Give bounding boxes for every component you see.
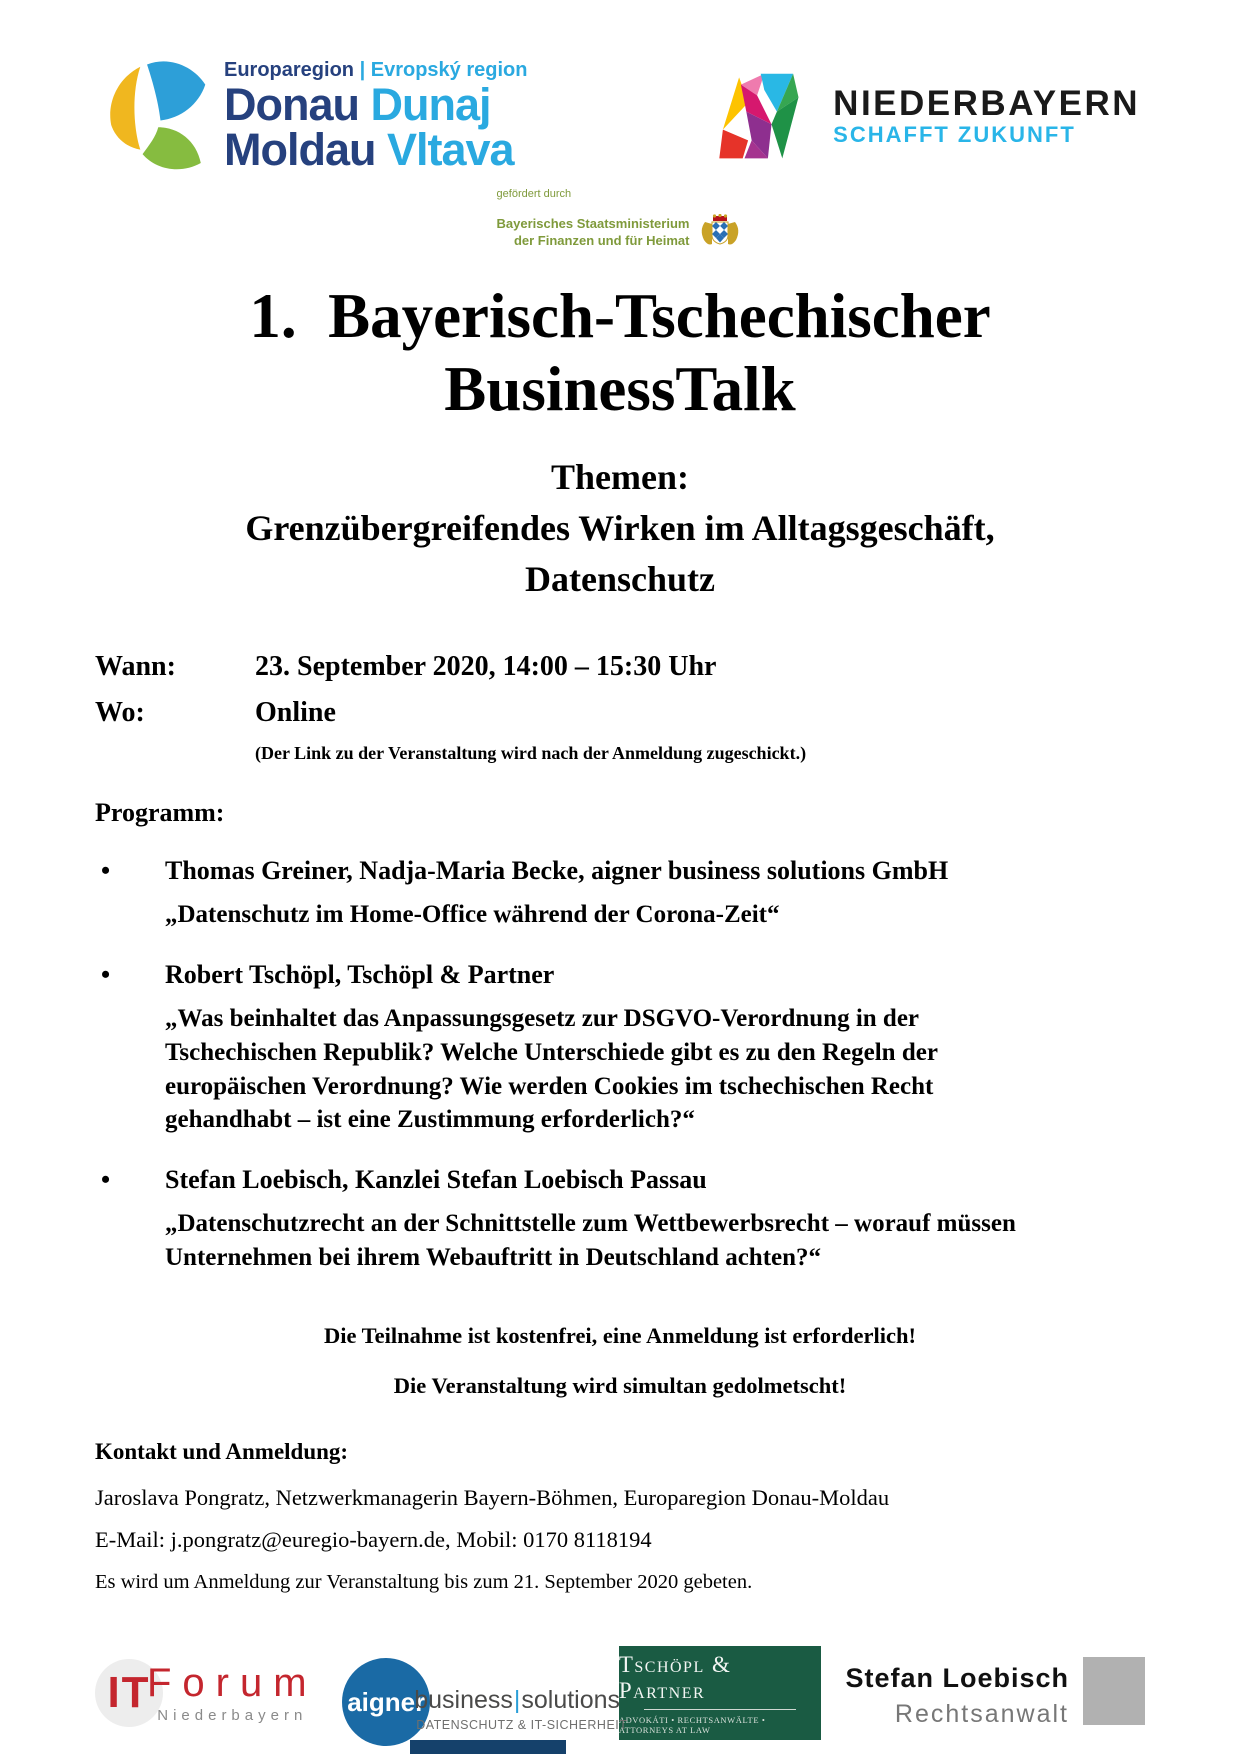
edm-row-moldau xyxy=(224,124,527,175)
it-forum-sub: Niederbayern xyxy=(157,1706,308,1724)
aigner-banner xyxy=(410,1740,566,1754)
ministry-line2: der Finanzen und für Heimat xyxy=(513,232,690,248)
loebisch-square-icon xyxy=(1083,1657,1145,1725)
note-free-registration: Die Teilnahme ist kostenfrei, eine Anmeldung ist erforderlich! xyxy=(323,1322,917,1348)
where-label: Wo: xyxy=(95,697,145,729)
stefan-loebisch-logo xyxy=(845,1657,1145,1729)
edm-tagline-de: Europaregion xyxy=(224,59,355,81)
tschoepl-partner-logo xyxy=(619,1646,821,1740)
event-title-line2: BusinessTalk xyxy=(444,353,796,424)
program-item-talk: „Datenschutz im Home-Office während der Corona-Zeit“ xyxy=(165,901,780,929)
contact-heading: Kontakt und Anmeldung: xyxy=(95,1438,349,1464)
program-item xyxy=(95,856,1145,932)
participation-notes xyxy=(0,1323,1240,1399)
program-section xyxy=(95,798,1145,1274)
it-forum-it: IT xyxy=(107,1668,151,1717)
contact-email-line: E-Mail: j.pongratz@euregio-bayern.de, Mobil: 0170 8118194 xyxy=(95,1526,652,1552)
aigner-sub-caption: DATENSCHUTZ & IT-SICHERHEIT xyxy=(416,1718,628,1732)
program-item xyxy=(95,1165,1145,1275)
program-item-speakers: Thomas Greiner, Nadja-Maria Becke, aigner business solutions GmbH xyxy=(165,856,949,886)
program-item-speakers: Stefan Loebisch, Kanzlei Stefan Loebisch Passau xyxy=(165,1165,707,1195)
aigner-separator: | xyxy=(513,1686,521,1714)
it-forum-niederbayern-logo xyxy=(95,1659,318,1727)
loebisch-sub: Rechtsanwalt xyxy=(894,1700,1069,1728)
edm-vltava: Vltava xyxy=(387,124,514,175)
loebisch-text xyxy=(845,1663,1069,1729)
program-item-body xyxy=(165,856,948,932)
edm-moldau: Moldau xyxy=(224,124,376,175)
niederbayern-name: NIEDERBAYERN xyxy=(833,83,1140,123)
funding-text xyxy=(497,188,690,250)
edm-logo-text xyxy=(224,59,528,175)
edm-tagline-separator: | xyxy=(359,59,366,81)
it-forum-text xyxy=(147,1660,318,1724)
niederbayern-n-icon xyxy=(717,72,817,162)
when-label: Wann: xyxy=(95,651,176,683)
program-item-talk: „Was beinhaltet das Anpassungsgesetz zur DSGVO-Verordnung in der Tschechischen Republik? Welche Unterschiede gibt es zu den Regeln der europäischen Verordnung? Wie werden Cookies im tschechischen Recht gehandhabt – ist eine Zustimmung erforderlich?“ xyxy=(165,1005,938,1134)
registration-deadline: Es wird um Anmeldung zur Veranstaltung bis zum 21. September 2020 gebeten. xyxy=(95,1570,753,1593)
where-row xyxy=(95,697,1145,729)
footer-logos xyxy=(0,1632,1240,1754)
contact-section xyxy=(95,1439,1145,1594)
niederbayern-logo-text xyxy=(833,83,1140,149)
bullet-icon: • xyxy=(101,960,111,990)
header-logos xyxy=(0,0,1240,176)
edm-pinwheel-icon xyxy=(100,56,212,176)
aigner-word-business: business xyxy=(414,1686,513,1714)
aigner-word-solutions: solutions xyxy=(521,1686,621,1714)
edm-tagline-cz: Evropský region xyxy=(370,59,528,81)
it-forum-forum: Forum xyxy=(147,1660,318,1705)
contact-person: Jaroslava Pongratz, Netzwerkmanagerin Bayern-Böhmen, Europaregion Donau-Moldau xyxy=(95,1484,890,1510)
niederbayern-claim: SCHAFFT ZUKUNFT xyxy=(833,122,1076,148)
ministry-line1: Bayerisches Staatsministerium xyxy=(496,216,690,231)
edm-tagline xyxy=(224,60,527,80)
ministry-name xyxy=(497,216,690,250)
note-interpretation: Die Veranstaltung wird simultan gedolmetscht! xyxy=(393,1372,847,1398)
aigner-wordmark xyxy=(414,1686,620,1715)
program-item-body xyxy=(165,960,1040,1137)
aigner-business-solutions-logo xyxy=(342,1634,628,1752)
program-item-speakers: Robert Tschöpl, Tschöpl & Partner xyxy=(165,960,555,990)
program-item-body xyxy=(165,1165,1040,1275)
funding-intro: gefördert durch xyxy=(496,188,572,200)
event-title-line1: 1. Bayerisch-Tschechischer xyxy=(249,280,991,351)
edm-donau: Donau xyxy=(224,79,359,130)
where-value: Online xyxy=(255,697,336,729)
loebisch-name: Stefan Loebisch xyxy=(845,1663,1069,1693)
program-item-talk: „Datenschutzrecht an der Schnittstelle zum Wettbewerbsrecht – worauf müssen Unternehmen bei ihrem Webauftritt in Deutschland achten?“ xyxy=(165,1210,1016,1271)
bullet-icon: • xyxy=(101,856,111,886)
program-item xyxy=(95,960,1145,1137)
niederbayern-logo xyxy=(717,72,1140,162)
tschoepl-name: Tschöpl & Partner xyxy=(618,1651,732,1703)
bavaria-coat-of-arms-icon xyxy=(697,214,743,250)
edm-dunaj: Dunaj xyxy=(370,79,491,130)
event-title xyxy=(0,280,1240,426)
funding-block xyxy=(497,188,744,250)
event-details xyxy=(95,651,1145,764)
tschoepl-sub-caption: ADVOKÁTI • RECHTSANWÄLTE • ATTORNEYS AT LAW xyxy=(618,1714,766,1735)
when-value: 23. September 2020, 14:00 – 15:30 Uhr xyxy=(255,651,717,683)
topics-heading: Themen: xyxy=(551,456,689,497)
program-heading: Programm: xyxy=(95,798,225,828)
aigner-name: aigner xyxy=(347,1686,426,1717)
topics-line2: Datenschutz xyxy=(525,559,715,600)
where-note: (Der Link zu der Veranstaltung wird nach der Anmeldung zugeschickt.) xyxy=(255,743,807,764)
bullet-icon: • xyxy=(101,1165,111,1195)
topics-block xyxy=(0,452,1240,605)
tschoepl-divider xyxy=(644,1709,796,1710)
topics-line1: Grenzübergreifendes Wirken im Alltagsgeschäft, xyxy=(245,508,995,549)
when-row xyxy=(95,651,1145,683)
europaregion-donau-moldau-logo xyxy=(100,56,527,176)
edm-row-danube xyxy=(224,79,527,130)
